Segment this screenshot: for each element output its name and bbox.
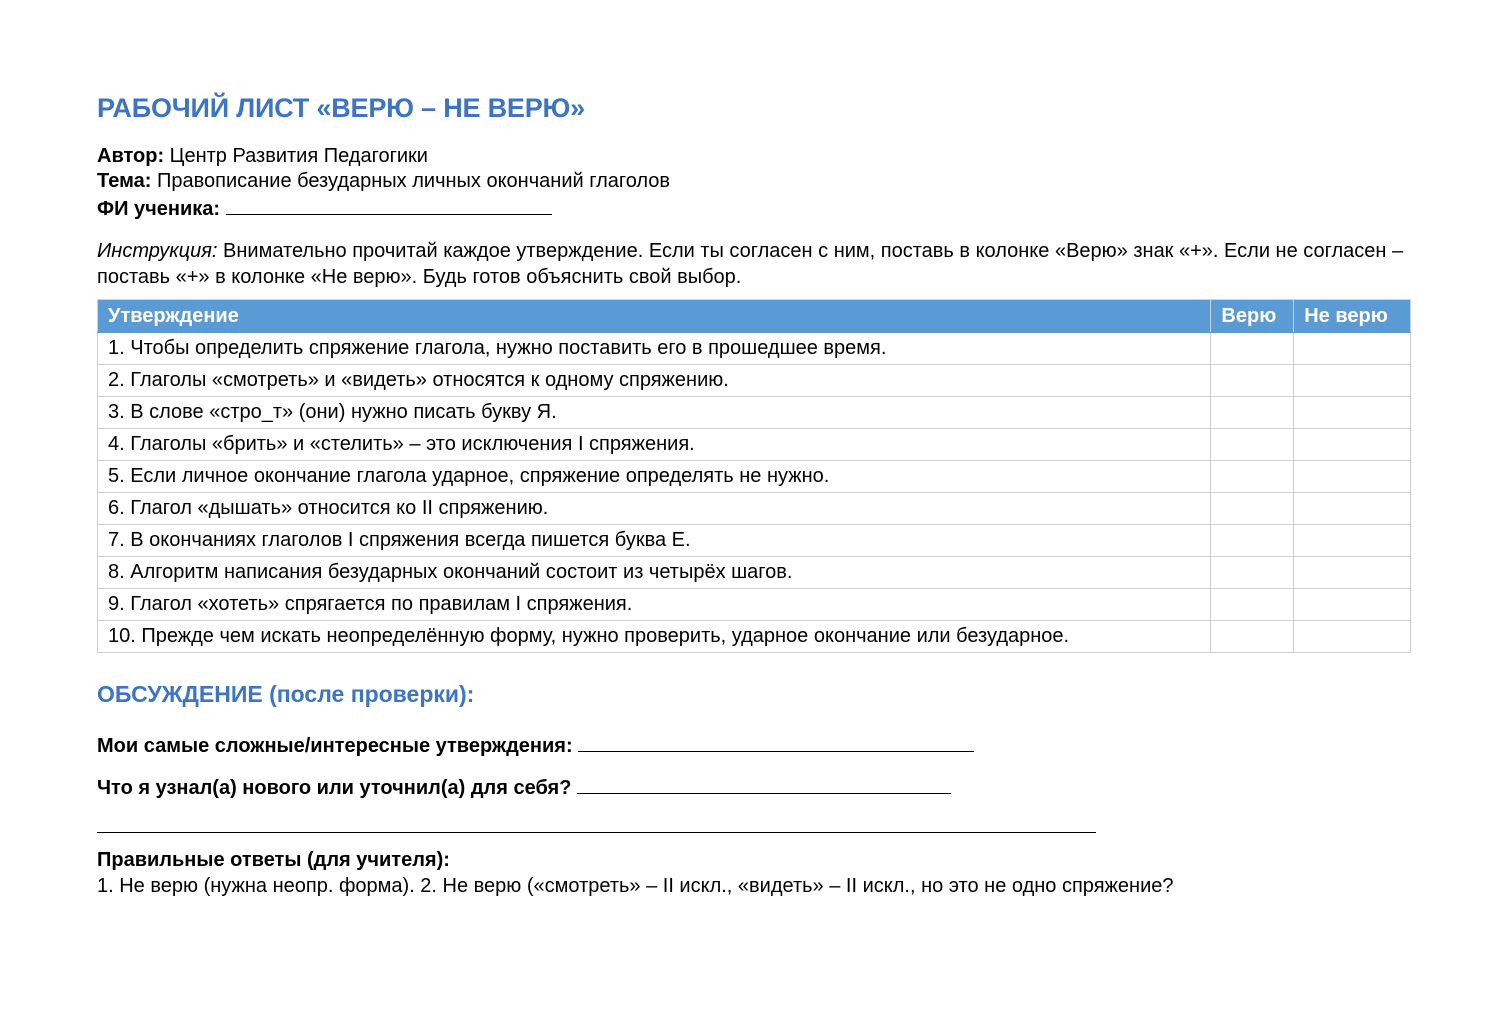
header-believe: Верю [1211,300,1294,333]
believe-cell[interactable] [1211,365,1294,397]
student-label: ФИ ученика: [97,198,221,220]
table-row [98,365,1411,397]
not-believe-cell[interactable] [1294,333,1411,365]
author-line [97,144,1411,169]
topic-line [97,169,1411,194]
question-1-blank[interactable] [578,731,974,752]
believe-cell[interactable] [1211,589,1294,621]
question-2-label: Что я узнал(а) нового или уточнил(а) для себя? [97,777,572,799]
not-believe-cell[interactable] [1294,429,1411,461]
believe-cell[interactable] [1211,525,1294,557]
worksheet-page [97,88,1411,899]
worksheet-meta [97,144,1411,222]
student-name-blank[interactable] [226,194,552,215]
author-label: Автор: [97,145,165,167]
not-believe-cell[interactable] [1294,557,1411,589]
statements-table [97,299,1411,653]
header-not-believe: Не верю [1294,300,1411,333]
topic-label: Тема: [97,170,152,192]
statement-cell: 7. В окончаниях глаголов I спряжения всегда пишется буква Е. [98,525,1211,557]
statement-cell: 10. Прежде чем искать неопределённую форму, нужно проверить, ударное окончание или безударное. [98,621,1211,653]
instruction-label: Инструкция: [97,240,218,262]
table-row [98,429,1411,461]
not-believe-cell[interactable] [1294,493,1411,525]
instruction-text: Внимательно прочитай каждое утверждение. Если ты согласен с ним, поставь в колонке «Верю» знак «+». Если не согласен – поставь «+» в колонке «Не верю». Будь готов объяснить свой выбор. [97,240,1404,288]
statement-cell: 3. В слове «стро_т» (они) нужно писать букву Я. [98,397,1211,429]
not-believe-cell[interactable] [1294,365,1411,397]
question-1-label: Мои самые сложные/интересные утверждения: [97,735,573,757]
discussion-question-1 [97,731,1411,759]
believe-cell[interactable] [1211,461,1294,493]
believe-cell[interactable] [1211,621,1294,653]
believe-cell[interactable] [1211,429,1294,461]
table-row [98,589,1411,621]
question-2-blank[interactable] [577,773,951,794]
page-title: РАБОЧИЙ ЛИСТ «ВЕРЮ – НЕ ВЕРЮ» [97,93,585,123]
answers-text: 1. Не верю (нужна неопр. форма). 2. Не верю («смотреть» – II искл., «видеть» – II искл., но это не одно спряжение? [97,875,1174,897]
table-row [98,397,1411,429]
believe-cell[interactable] [1211,557,1294,589]
statement-cell: 6. Глагол «дышать» относится ко II спряжению. [98,493,1211,525]
believe-cell[interactable] [1211,333,1294,365]
believe-cell[interactable] [1211,397,1294,429]
student-line [97,194,1411,222]
not-believe-cell[interactable] [1294,621,1411,653]
statement-cell: 1. Чтобы определить спряжение глагола, нужно поставить его в прошедшее время. [98,333,1211,365]
table-row [98,461,1411,493]
table-row [98,621,1411,653]
separator-line [97,832,1096,833]
statement-cell: 5. Если личное окончание глагола ударное, спряжение определять не нужно. [98,461,1211,493]
table-row [98,525,1411,557]
statement-cell: 8. Алгоритм написания безударных окончаний состоит из четырёх шагов. [98,557,1211,589]
statement-cell: 4. Глаголы «брить» и «стелить» – это исключения I спряжения. [98,429,1211,461]
answers-heading: Правильные ответы (для учителя): [97,849,450,871]
not-believe-cell[interactable] [1294,461,1411,493]
table-header-row [98,300,1411,333]
statement-cell: 2. Глаголы «смотреть» и «видеть» относятся к одному спряжению. [98,365,1211,397]
author-value: Центр Развития Педагогики [169,145,428,167]
discussion-question-2 [97,773,1411,801]
table-row [98,333,1411,365]
discussion-heading: ОБСУЖДЕНИЕ (после проверки): [97,681,475,707]
not-believe-cell[interactable] [1294,525,1411,557]
not-believe-cell[interactable] [1294,397,1411,429]
instruction [97,239,1411,290]
topic-value: Правописание безударных личных окончаний глаголов [156,170,671,192]
header-statement: Утверждение [98,300,1211,333]
table-row [98,557,1411,589]
not-believe-cell[interactable] [1294,589,1411,621]
statement-cell: 9. Глагол «хотеть» спрягается по правилам I спряжения. [98,589,1211,621]
believe-cell[interactable] [1211,493,1294,525]
table-row [98,493,1411,525]
